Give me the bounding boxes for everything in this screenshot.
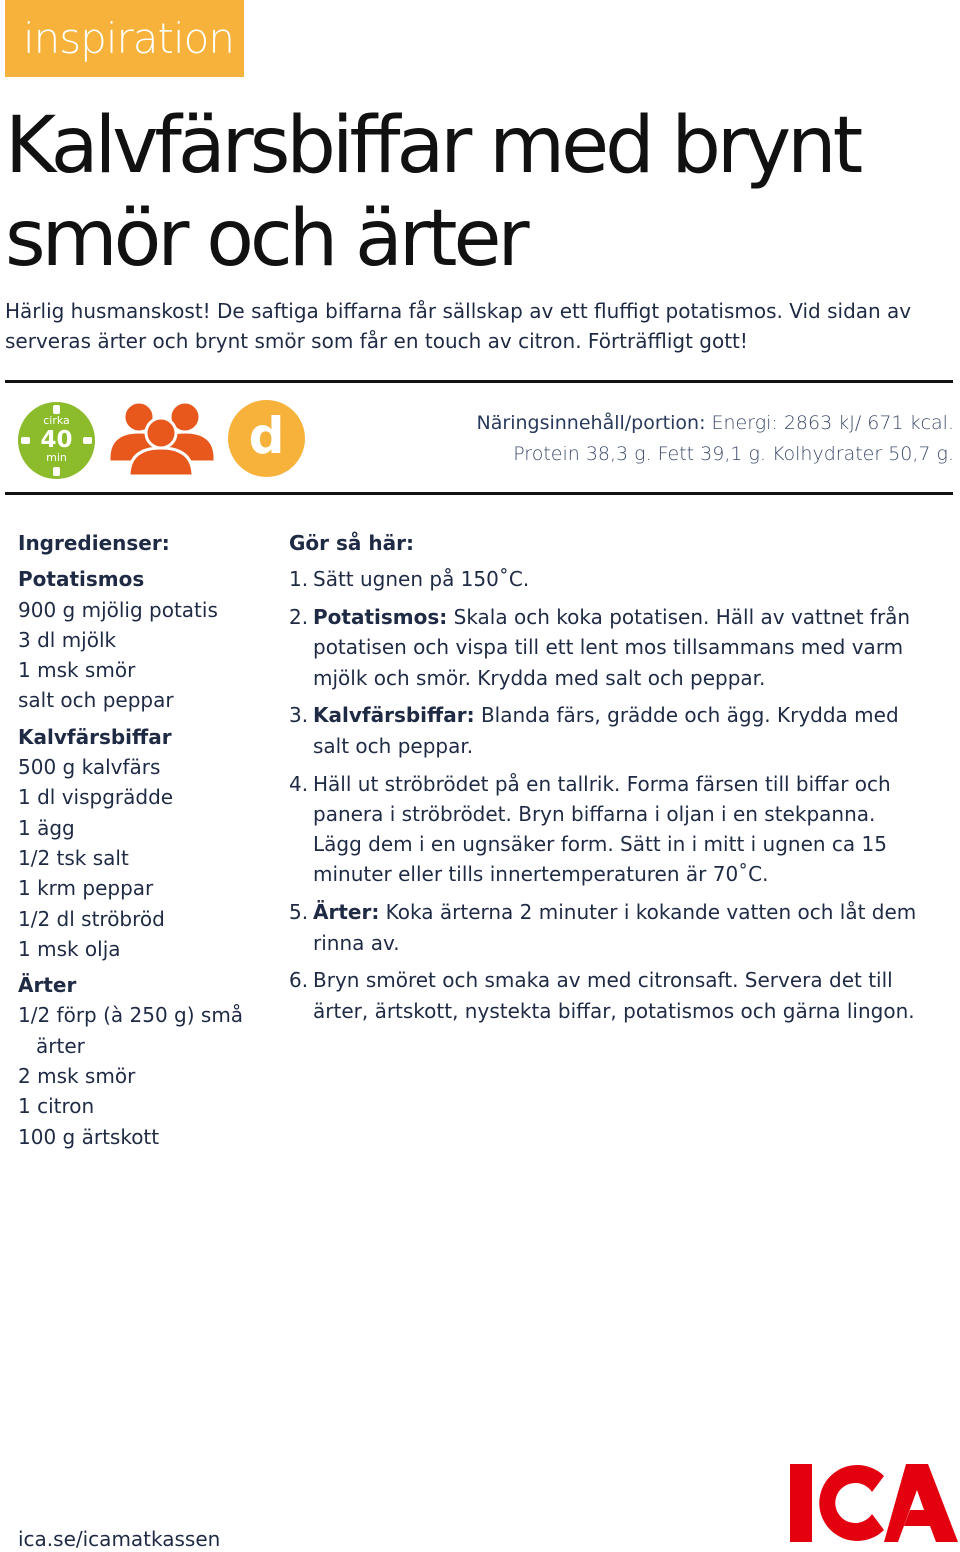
ingredient-item: 1/2 förp (à 250 g) små ärter [18,1003,244,1058]
ingredient-item: 500 g kalvfärs [18,755,161,780]
step-number: 2. [289,605,309,630]
ingredient-item: 1/2 tsk salt [18,845,129,870]
ingredient-item: 1 msk smör [18,658,136,683]
ingredient-item: 2 msk smör [18,1064,136,1089]
step-number: 6. [289,968,309,993]
step-text [313,769,929,890]
step-number: 5. [289,900,309,925]
step-item [289,700,929,761]
step-text [313,965,929,1026]
step-item [289,602,929,693]
divider-top [5,380,953,383]
clock-badge-icon [18,402,95,479]
ingredient-groups [18,564,268,1152]
difficulty-badge-icon: d [228,400,305,477]
nutrition-info [354,408,954,470]
recipe-title-line1: Kalvfärsbiffar med brynt [5,101,860,191]
step-body: Bryn smöret och smaka av med citronsaft. Servera det till ärter, ärtskott, nystekta biffar, potatismos och gärna lingon. [313,968,915,1023]
recipe-title-line2: smör och ärter [5,194,526,284]
nutrition-macros: Protein 38,3 g. Fett 39,1 g. Kolhydrater 50,7 g. [513,443,954,465]
ingredient-group-heading: Kalvfärsbiffar [18,724,172,749]
step-item [289,965,929,1026]
ingredient-item: 1/2 dl ströbröd [18,906,165,931]
ingredient-item: 900 g mjölig potatis [18,597,218,622]
step-list [289,564,929,1026]
step-number: 1. [289,567,309,592]
ingredients-heading: Ingredienser: [18,531,170,555]
people-icon [105,400,220,478]
step-text [313,897,929,958]
step-body: Sätt ugnen på 150˚C. [313,567,530,592]
ingredient-item: salt och peppar [18,688,174,713]
ica-logo [788,1460,958,1545]
step-item [289,897,929,958]
ingredient-group-heading: Ärter [18,973,77,998]
ingredient-item: 1 citron [18,1094,95,1119]
divider-bottom [5,492,953,495]
ingredient-item: 1 msk olja [18,936,121,961]
step-text [313,564,929,594]
step-number: 4. [289,771,309,796]
time-value: 40 [40,427,73,453]
footer-link[interactable]: ica.se/icamatkassen [18,1527,221,1551]
steps-column [289,528,929,1033]
ingredients-column [18,528,268,1152]
ingredient-item: 1 krm peppar [18,876,154,901]
step-lead: Potatismos: [313,605,448,630]
nutrition-label: Näringsinnehåll/portion: [476,412,706,434]
ingredient-group-heading: Potatismos [18,567,145,592]
step-lead: Ärter: [313,900,380,925]
step-item [289,769,929,890]
step-item [289,564,929,594]
step-lead: Kalvfärsbiffar: [313,703,475,728]
step-number: 3. [289,703,309,728]
step-body: Skala och koka potatisen. Häll av vattnet från potatisen och vispa till ett lent mos tillsammans med varm mjölk och smör. Krydda med salt och peppar. [313,605,911,690]
ingredient-item: 3 dl mjölk [18,627,117,652]
step-text [313,700,929,761]
step-body: Häll ut ströbrödet på en tallrik. Forma färsen till biffar och panera i ströbrödet. Bryn biffarna i oljan i en stekpanna. Lägg dem i en ugnsäker form. Sätt in i mitt i ugnen ca 15 minuter eller tills innertemperaturen är 70˚C. [313,771,891,887]
step-body: Blanda färs, grädde och ägg. Krydda med salt och peppar. [313,703,899,758]
step-text [313,602,929,693]
recipe-intro: Härlig husmanskost! De saftiga biffarna får sällskap av ett fluffigt potatismos. Vid sidan av serveras ärter och brynt smör som får en touch av citron. Förträffligt gott! [5,299,912,353]
category-tag: inspiration [5,0,244,77]
steps-heading: Gör så här: [289,531,414,555]
time-prefix: cirka [43,414,70,427]
nutrition-energy: Energi: 2863 kJ/ 671 kcal. [705,412,954,434]
ingredient-item: 1 dl vispgrädde [18,785,174,810]
time-unit: min [46,451,67,464]
ingredient-item: 1 ägg [18,815,75,840]
step-body: Koka ärterna 2 minuter i kokande vatten och låt dem rinna av. [313,900,917,955]
recipe-title [5,100,935,286]
ingredient-item: 100 g ärtskott [18,1124,160,1149]
